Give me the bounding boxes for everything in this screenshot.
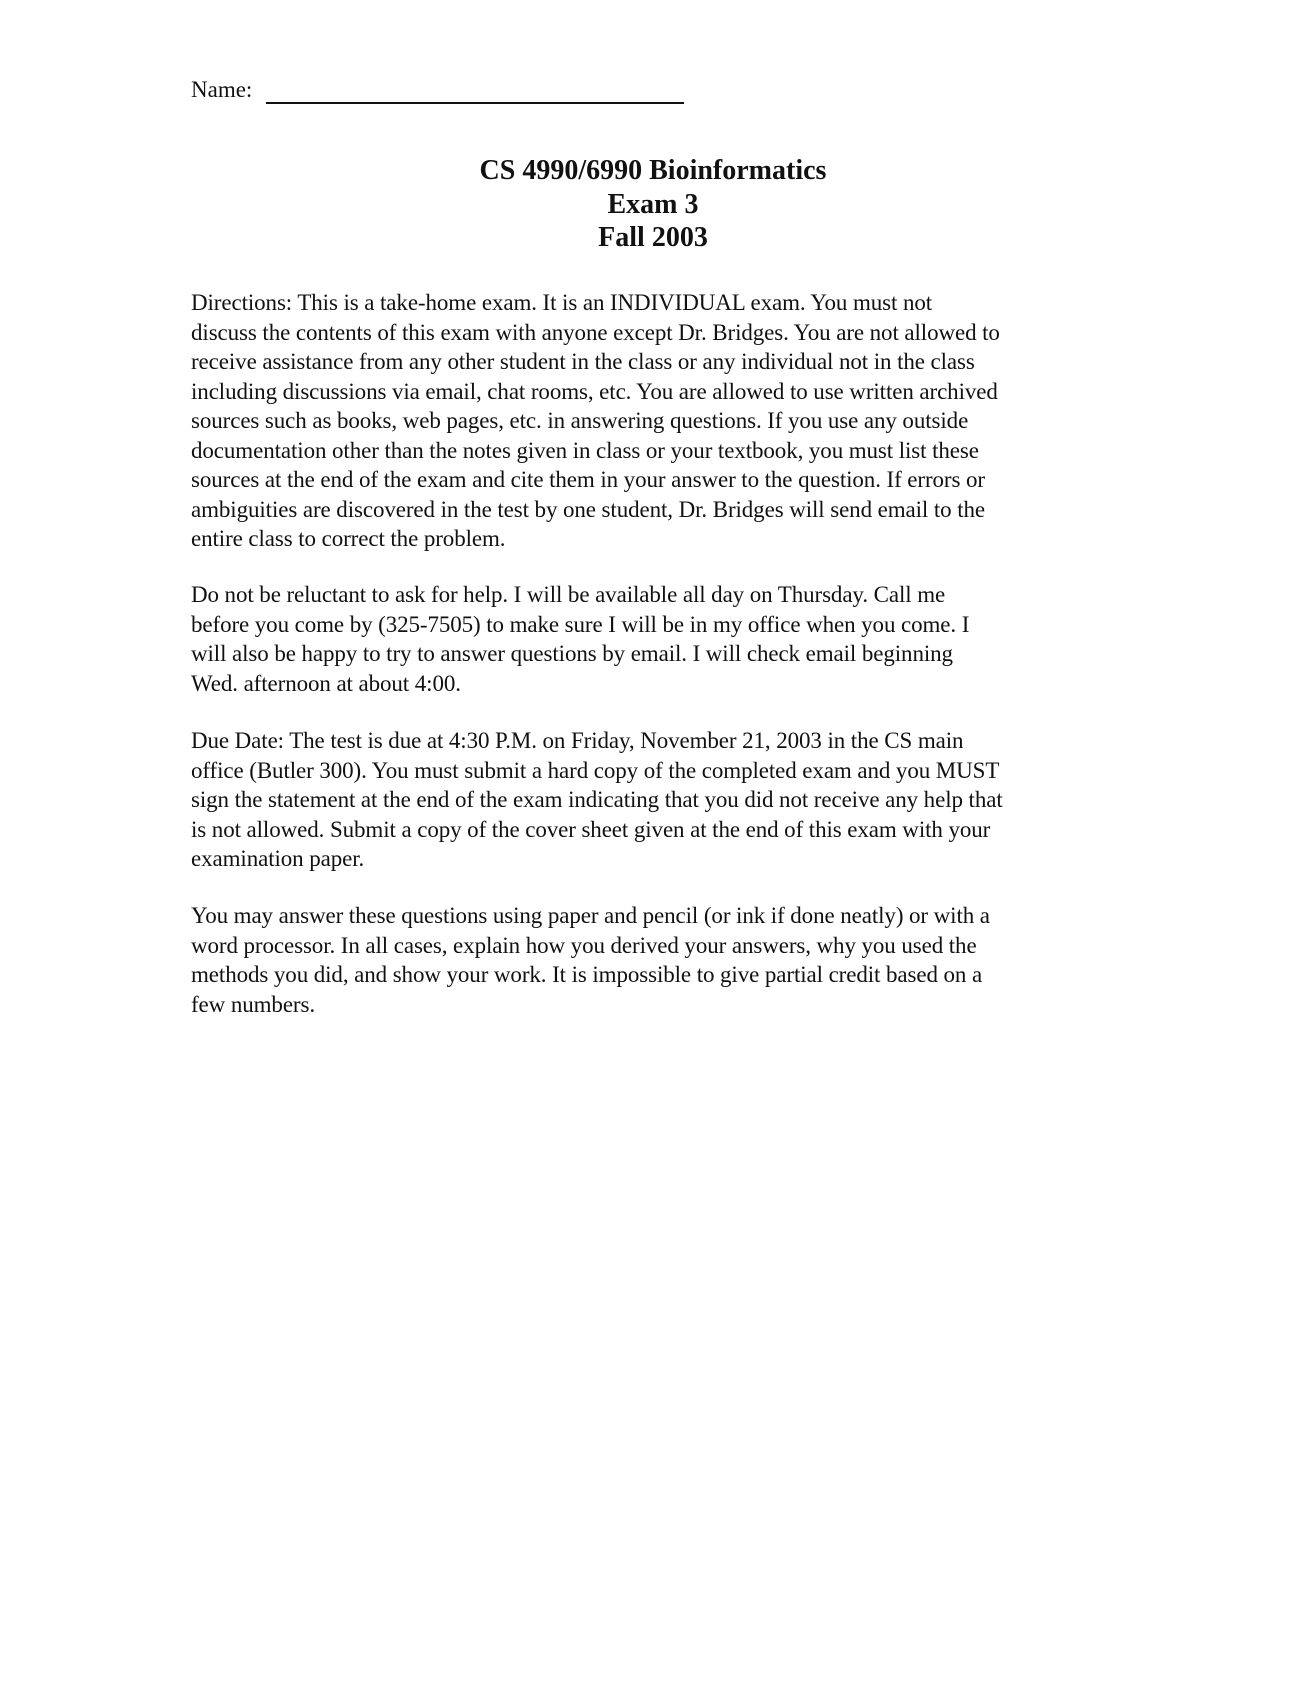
paragraph-line: discuss the contents of this exam with anyone except Dr. Bridges. You are not allowed to xyxy=(191,319,1000,345)
paragraph-line: Wed. afternoon at about 4:00. xyxy=(191,670,461,696)
paragraph-line: sources such as books, web pages, etc. in answering questions. If you use any outside xyxy=(191,408,969,433)
paragraph-line: examination paper. xyxy=(191,846,365,871)
paragraph-line: entire class to correct the problem. xyxy=(191,526,506,551)
paragraph-line: methods you did, and show your work. It is impossible to give partial credit based on a xyxy=(191,962,983,987)
paragraph-line: before you come by (325-7505) to make sure I will be in my office when you come. I xyxy=(191,611,970,637)
paragraph-line: is not allowed. Submit a copy of the cover sheet given at the end of this exam with your xyxy=(191,816,991,842)
paragraph-line: few numbers. xyxy=(191,991,315,1017)
name-label: Name: xyxy=(191,77,253,102)
paragraph-line: Do not be reluctant to ask for help. I will be available all day on Thursday. Call me xyxy=(191,582,946,607)
paragraph-line: sign the statement at the end of the exam indicating that you did not receive any help that xyxy=(191,787,1003,812)
paragraph-line: office (Butler 300). You must submit a hard copy of the completed exam and you MUST xyxy=(191,757,1000,783)
paragraph-line: word processor. In all cases, explain how you derived your answers, why you used the xyxy=(191,932,977,958)
exam-number: Exam 3 xyxy=(607,188,699,220)
paragraph-line: will also be happy to try to answer questions by email. I will check email beginning xyxy=(191,641,953,666)
name-blank-line xyxy=(266,76,684,104)
help-paragraph xyxy=(191,580,1121,698)
directions-paragraph xyxy=(191,288,1121,554)
paragraph-line: Due Date: The test is due at 4:30 P.M. on Friday, November 21, 2003 in the CS main xyxy=(191,728,964,753)
paragraph-line: Directions: This is a take-home exam. It is an INDIVIDUAL exam. You must not xyxy=(191,290,933,315)
due-date-paragraph xyxy=(191,726,1121,874)
paragraph-line: including discussions via email, chat rooms, etc. You are allowed to use written archived xyxy=(191,378,998,404)
answering-paragraph xyxy=(191,901,1121,1019)
name-field xyxy=(191,76,684,104)
course-title: CS 4990/6990 Bioinformatics xyxy=(479,155,827,186)
exam-term: Fall 2003 xyxy=(598,222,708,253)
paragraph-line: documentation other than the notes given in class or your textbook, you must list these xyxy=(191,437,979,463)
paragraph-line: sources at the end of the exam and cite them in your answer to the question. If errors or xyxy=(191,467,985,492)
paragraph-line: receive assistance from any other student in the class or any individual not in the class xyxy=(191,349,975,374)
paragraph-line: ambiguities are discovered in the test by one student, Dr. Bridges will send email to the xyxy=(191,496,986,522)
exam-title-block xyxy=(0,154,1306,255)
paragraph-line: You may answer these questions using paper and pencil (or ink if done neatly) or with a xyxy=(191,903,990,928)
